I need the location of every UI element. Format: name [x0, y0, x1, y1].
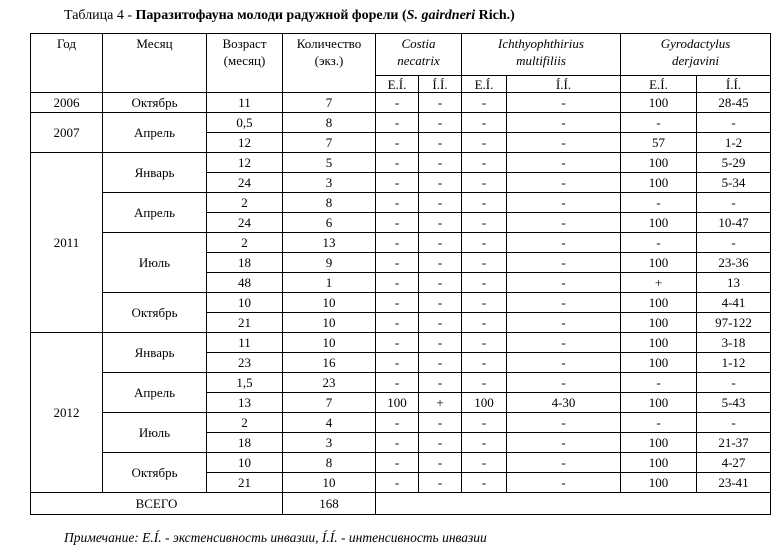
year-cell: 2007 [31, 113, 103, 153]
gyro-ei-cell: 100 [621, 333, 697, 353]
total-count: 168 [283, 493, 376, 515]
header-ichthyo-ii: Í.Í. [507, 76, 621, 93]
caption-title-end: Rich.) [475, 8, 515, 23]
age-cell: 18 [207, 433, 283, 453]
ichthyo-ei-cell: - [462, 373, 507, 393]
ichthyo-ei-cell: - [462, 153, 507, 173]
age-cell: 10 [207, 293, 283, 313]
header-costia: Costia necatrix [376, 34, 462, 76]
gyro-ii-cell: - [697, 373, 771, 393]
age-cell: 11 [207, 333, 283, 353]
count-cell: 7 [283, 93, 376, 113]
costia-ii-cell: - [419, 333, 462, 353]
count-cell: 10 [283, 333, 376, 353]
gyro-ei-cell: - [621, 373, 697, 393]
gyro-ei-cell: - [621, 413, 697, 433]
costia-ii-cell: - [419, 93, 462, 113]
table-note: Примечание: E.Í. - экстенсивность инвазии, Í.Í. - интенсивность инвазии [64, 530, 487, 545]
gyro-ei-cell: 100 [621, 453, 697, 473]
costia-ei-cell: - [376, 293, 419, 313]
count-cell: 16 [283, 353, 376, 373]
table-caption [64, 8, 515, 24]
ichthyo-ei-cell: 100 [462, 393, 507, 413]
gyro-ei-cell: + [621, 273, 697, 293]
gyro-ei-cell: 100 [621, 433, 697, 453]
age-cell: 21 [207, 313, 283, 333]
age-cell: 12 [207, 153, 283, 173]
year-cell: 2011 [31, 153, 103, 333]
costia-ii-cell: + [419, 393, 462, 413]
costia-ei-cell: - [376, 413, 419, 433]
costia-ii-cell: - [419, 113, 462, 133]
count-cell: 8 [283, 113, 376, 133]
costia-ei-cell: - [376, 373, 419, 393]
costia-ii-cell: - [419, 313, 462, 333]
month-cell: Июль [103, 413, 207, 453]
ichthyo-ei-cell: - [462, 113, 507, 133]
header-month: Месяц [103, 34, 207, 93]
header-costia-ii: Í.Í. [419, 76, 462, 93]
age-cell: 23 [207, 353, 283, 373]
costia-ei-cell: - [376, 273, 419, 293]
caption-title: Паразитофауна молоди радужной форели ( [135, 8, 407, 23]
gyro-ii-cell: 23-36 [697, 253, 771, 273]
header-gyrodactylus: Gyrodactylus derjavini [621, 34, 771, 76]
ichthyo-ei-cell: - [462, 333, 507, 353]
ichthyo-ei-cell: - [462, 93, 507, 113]
age-cell: 24 [207, 173, 283, 193]
parasite-table [30, 33, 771, 515]
age-cell: 0,5 [207, 113, 283, 133]
count-cell: 3 [283, 173, 376, 193]
gyro-ii-cell: 23-41 [697, 473, 771, 493]
age-cell: 1,5 [207, 373, 283, 393]
age-cell: 48 [207, 273, 283, 293]
month-cell: Октябрь [103, 453, 207, 493]
gyro-ei-cell: 57 [621, 133, 697, 153]
costia-ei-cell: - [376, 253, 419, 273]
ichthyo-ii-cell: - [507, 253, 621, 273]
header-ichthyophthirius: Ichthyophthirius multifiliis [462, 34, 621, 76]
ichthyo-ii-cell: - [507, 353, 621, 373]
table-row [31, 233, 771, 253]
gyro-ii-cell: 5-29 [697, 153, 771, 173]
costia-ii-cell: - [419, 213, 462, 233]
header-year: Год [31, 34, 103, 93]
age-cell: 2 [207, 413, 283, 433]
costia-ei-cell: - [376, 93, 419, 113]
costia-ei-cell: - [376, 173, 419, 193]
ichthyo-ei-cell: - [462, 173, 507, 193]
month-cell: Октябрь [103, 293, 207, 333]
gyro-ei-cell: - [621, 233, 697, 253]
ichthyo-ii-cell: - [507, 133, 621, 153]
header-count: Количество (экз.) [283, 34, 376, 93]
total-row [31, 493, 771, 515]
count-cell: 8 [283, 453, 376, 473]
ichthyo-ei-cell: - [462, 433, 507, 453]
count-cell: 6 [283, 213, 376, 233]
costia-ei-cell: - [376, 333, 419, 353]
count-cell: 10 [283, 313, 376, 333]
costia-ii-cell: - [419, 353, 462, 373]
ichthyo-ei-cell: - [462, 413, 507, 433]
ichthyo-ii-cell: - [507, 333, 621, 353]
gyro-ii-cell: 28-45 [697, 93, 771, 113]
count-cell: 4 [283, 413, 376, 433]
table-row [31, 293, 771, 313]
costia-ii-cell: - [419, 233, 462, 253]
costia-ei-cell: - [376, 233, 419, 253]
table-body [31, 93, 771, 493]
costia-ii-cell: - [419, 413, 462, 433]
ichthyo-ii-cell: - [507, 413, 621, 433]
header-gyro-ii: Í.Í. [697, 76, 771, 93]
month-cell: Июль [103, 233, 207, 293]
year-cell: 2006 [31, 93, 103, 113]
ichthyo-ei-cell: - [462, 213, 507, 233]
gyro-ei-cell: 100 [621, 353, 697, 373]
costia-ii-cell: - [419, 133, 462, 153]
age-cell: 24 [207, 213, 283, 233]
costia-ei-cell: - [376, 313, 419, 333]
table-row [31, 113, 771, 133]
header-ichthyo-ei: E.Í. [462, 76, 507, 93]
gyro-ii-cell: 97-122 [697, 313, 771, 333]
table-row [31, 413, 771, 433]
total-label: ВСЕГО [31, 493, 283, 515]
costia-ii-cell: - [419, 373, 462, 393]
table-row [31, 333, 771, 353]
costia-ei-cell: - [376, 133, 419, 153]
gyro-ei-cell: 100 [621, 93, 697, 113]
costia-ei-cell: - [376, 433, 419, 453]
costia-ei-cell: - [376, 213, 419, 233]
costia-ei-cell: - [376, 193, 419, 213]
table-row [31, 373, 771, 393]
ichthyo-ei-cell: - [462, 233, 507, 253]
ichthyo-ii-cell: - [507, 373, 621, 393]
ichthyo-ii-cell: - [507, 153, 621, 173]
gyro-ei-cell: 100 [621, 393, 697, 413]
gyro-ei-cell: 100 [621, 473, 697, 493]
ichthyo-ii-cell: - [507, 93, 621, 113]
costia-ii-cell: - [419, 473, 462, 493]
ichthyo-ii-cell: - [507, 273, 621, 293]
gyro-ii-cell: 5-43 [697, 393, 771, 413]
gyro-ii-cell: 4-41 [697, 293, 771, 313]
gyro-ii-cell: - [697, 413, 771, 433]
gyro-ii-cell: 10-47 [697, 213, 771, 233]
count-cell: 8 [283, 193, 376, 213]
costia-ei-cell: - [376, 353, 419, 373]
table-row [31, 453, 771, 473]
total-blank [376, 493, 771, 515]
count-cell: 7 [283, 393, 376, 413]
count-cell: 7 [283, 133, 376, 153]
caption-prefix: Таблица 4 - [64, 8, 136, 23]
gyro-ei-cell: - [621, 113, 697, 133]
ichthyo-ii-cell: - [507, 113, 621, 133]
gyro-ei-cell: 100 [621, 313, 697, 333]
ichthyo-ii-cell: - [507, 473, 621, 493]
count-cell: 10 [283, 473, 376, 493]
costia-ii-cell: - [419, 253, 462, 273]
age-cell: 10 [207, 453, 283, 473]
costia-ii-cell: - [419, 193, 462, 213]
gyro-ii-cell: 1-12 [697, 353, 771, 373]
gyro-ei-cell: - [621, 193, 697, 213]
count-cell: 1 [283, 273, 376, 293]
count-cell: 9 [283, 253, 376, 273]
costia-ii-cell: - [419, 293, 462, 313]
caption-species: S. gairdneri [406, 8, 476, 23]
month-cell: Январь [103, 153, 207, 193]
costia-ei-cell: - [376, 153, 419, 173]
age-cell: 2 [207, 233, 283, 253]
costia-ii-cell: - [419, 433, 462, 453]
age-cell: 12 [207, 133, 283, 153]
gyro-ei-cell: 100 [621, 153, 697, 173]
ichthyo-ii-cell: - [507, 453, 621, 473]
month-cell: Январь [103, 333, 207, 373]
ichthyo-ei-cell: - [462, 353, 507, 373]
gyro-ii-cell: - [697, 113, 771, 133]
gyro-ei-cell: 100 [621, 213, 697, 233]
count-cell: 13 [283, 233, 376, 253]
costia-ii-cell: - [419, 153, 462, 173]
ichthyo-ii-cell: - [507, 293, 621, 313]
count-cell: 5 [283, 153, 376, 173]
ichthyo-ei-cell: - [462, 453, 507, 473]
costia-ii-cell: - [419, 273, 462, 293]
header-costia-ei: E.Í. [376, 76, 419, 93]
ichthyo-ei-cell: - [462, 473, 507, 493]
costia-ei-cell: - [376, 113, 419, 133]
gyro-ii-cell: 4-27 [697, 453, 771, 473]
costia-ei-cell: - [376, 453, 419, 473]
age-cell: 13 [207, 393, 283, 413]
table-row [31, 153, 771, 173]
gyro-ii-cell: - [697, 193, 771, 213]
count-cell: 23 [283, 373, 376, 393]
table-row [31, 93, 771, 113]
year-cell: 2012 [31, 333, 103, 493]
gyro-ii-cell: 3-18 [697, 333, 771, 353]
gyro-ei-cell: 100 [621, 293, 697, 313]
costia-ii-cell: - [419, 453, 462, 473]
costia-ei-cell: - [376, 473, 419, 493]
header-gyro-ei: E.Í. [621, 76, 697, 93]
table-row [31, 193, 771, 213]
age-cell: 18 [207, 253, 283, 273]
ichthyo-ei-cell: - [462, 273, 507, 293]
gyro-ii-cell: - [697, 233, 771, 253]
ichthyo-ei-cell: - [462, 313, 507, 333]
ichthyo-ii-cell: - [507, 213, 621, 233]
age-cell: 2 [207, 193, 283, 213]
ichthyo-ei-cell: - [462, 293, 507, 313]
costia-ei-cell: 100 [376, 393, 419, 413]
ichthyo-ii-cell: - [507, 173, 621, 193]
costia-ii-cell: - [419, 173, 462, 193]
ichthyo-ei-cell: - [462, 253, 507, 273]
age-cell: 11 [207, 93, 283, 113]
month-cell: Октябрь [103, 93, 207, 113]
count-cell: 3 [283, 433, 376, 453]
ichthyo-ii-cell: - [507, 313, 621, 333]
header-age: Возраст (месяц) [207, 34, 283, 93]
gyro-ei-cell: 100 [621, 253, 697, 273]
month-cell: Апрель [103, 373, 207, 413]
ichthyo-ii-cell: 4-30 [507, 393, 621, 413]
ichthyo-ei-cell: - [462, 193, 507, 213]
ichthyo-ii-cell: - [507, 233, 621, 253]
month-cell: Апрель [103, 193, 207, 233]
gyro-ii-cell: 1-2 [697, 133, 771, 153]
gyro-ii-cell: 5-34 [697, 173, 771, 193]
count-cell: 10 [283, 293, 376, 313]
ichthyo-ei-cell: - [462, 133, 507, 153]
ichthyo-ii-cell: - [507, 193, 621, 213]
gyro-ii-cell: 21-37 [697, 433, 771, 453]
gyro-ei-cell: 100 [621, 173, 697, 193]
age-cell: 21 [207, 473, 283, 493]
ichthyo-ii-cell: - [507, 433, 621, 453]
month-cell: Апрель [103, 113, 207, 153]
gyro-ii-cell: 13 [697, 273, 771, 293]
